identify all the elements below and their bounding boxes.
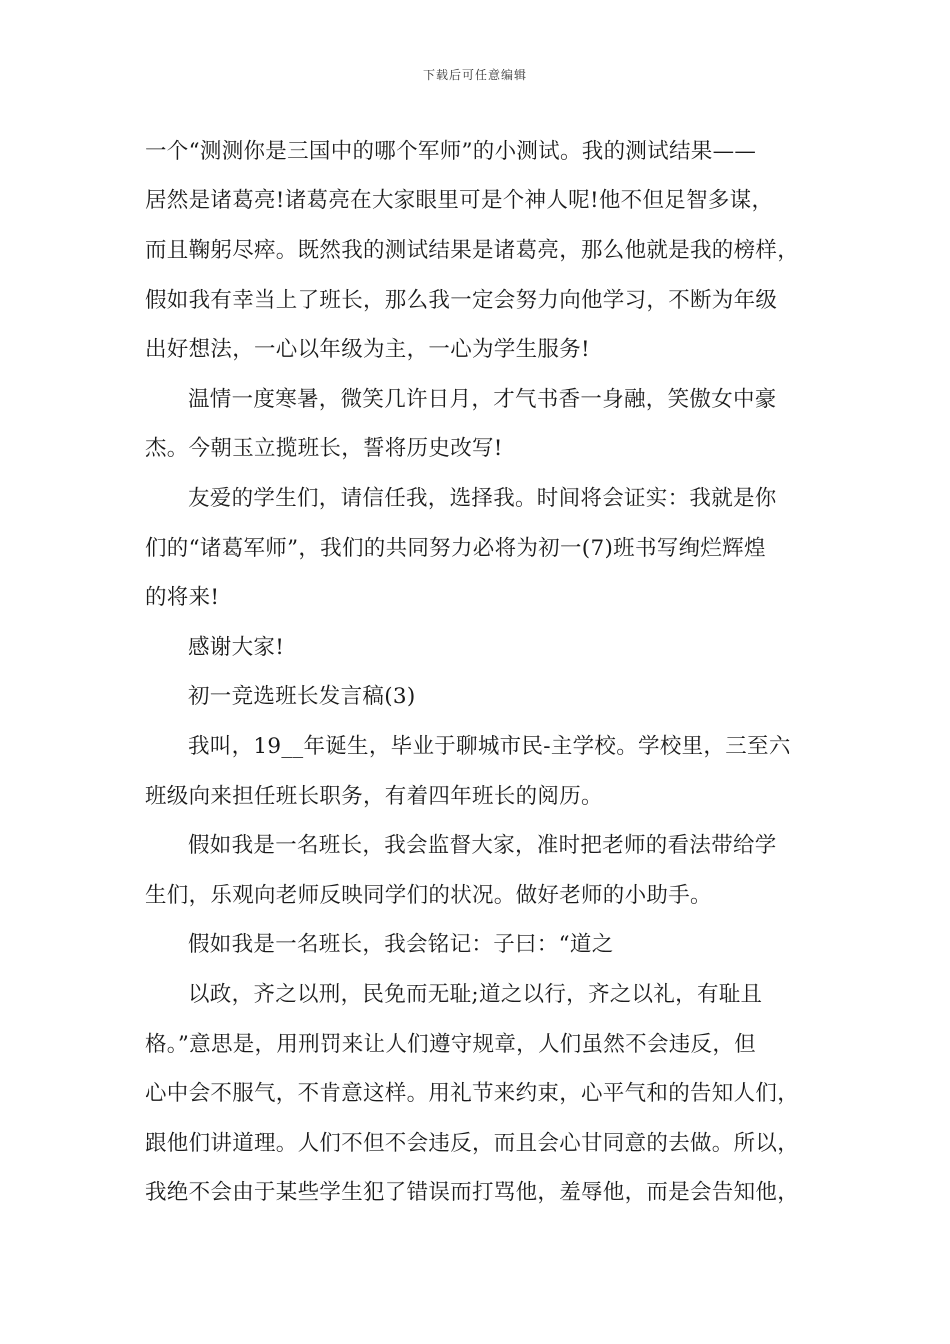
page-header: 下载后可任意编辑 — [422, 68, 527, 82]
text-line-14: 班级向来担任班长职务，有着四年班长的阅历。 — [145, 784, 603, 809]
text-line-15: 假如我是一名班长，我会监督大家，准时把老师的看法带给学 — [188, 833, 777, 858]
text-line-13: 我叫，19__年诞生，毕业于聊城市民-主学校。学校里，三至六 — [188, 734, 791, 759]
text-line-22: 我绝不会由于某些学生犯了错误而打骂他，羞辱他，而是会告知他， — [145, 1180, 800, 1205]
text-line-1: 一个“测测你是三国中的哪个军师”的小测试。我的测试结果—— — [145, 139, 757, 164]
text-line-8: 友爱的学生们，请信任我，选择我。时间将会证实：我就是你 — [188, 486, 777, 511]
text-line-20: 心中会不服气，不肯意这样。用礼节来约束，心平气和的告知人们， — [145, 1081, 800, 1106]
text-line-10: 的将来! — [145, 585, 220, 610]
text-line-11: 感谢大家! — [188, 635, 285, 660]
text-line-4: 假如我有幸当上了班长，那么我一定会努力向他学习，不断为年级 — [145, 288, 778, 313]
text-line-16: 生们，乐观向老师反映同学们的状况。做好老师的小助手。 — [145, 883, 712, 908]
text-line-17: 假如我是一名班长，我会铭记：子曰：“道之 — [188, 932, 614, 957]
text-line-18: 以政，齐之以刑，民免而无耻;道之以行，齐之以礼，有耻且 — [188, 982, 763, 1007]
text-line-5: 出好想法，一心以年级为主，一心为学生服务! — [145, 337, 590, 362]
text-line-3: 而且鞠躬尽瘁。既然我的测试结果是诸葛亮，那么他就是我的榜样， — [145, 238, 800, 263]
text-line-21: 跟他们讲道理。人们不但不会违反，而且会心甘同意的去做。所以， — [145, 1131, 800, 1156]
section-title: 初一竞选班长发言稿(3) — [188, 684, 416, 709]
text-line-7: 杰。今朝玉立揽班长，誓将历史改写! — [145, 436, 503, 461]
text-line-9: 们的“诸葛军师”，我们的共同努力必将为初一(7)班书写绚烂辉煌 — [145, 536, 766, 561]
text-line-19: 格。”意思是，用刑罚来让人们遵守规章，人们虽然不会违反，但 — [145, 1032, 756, 1057]
text-line-2: 居然是诸葛亮!诸葛亮在大家眼里可是个神人呢!他不但足智多谋， — [145, 188, 774, 213]
text-line-6: 温情一度寒暑，微笑几许日月，才气书香一身融，笑傲女中豪 — [188, 387, 777, 412]
